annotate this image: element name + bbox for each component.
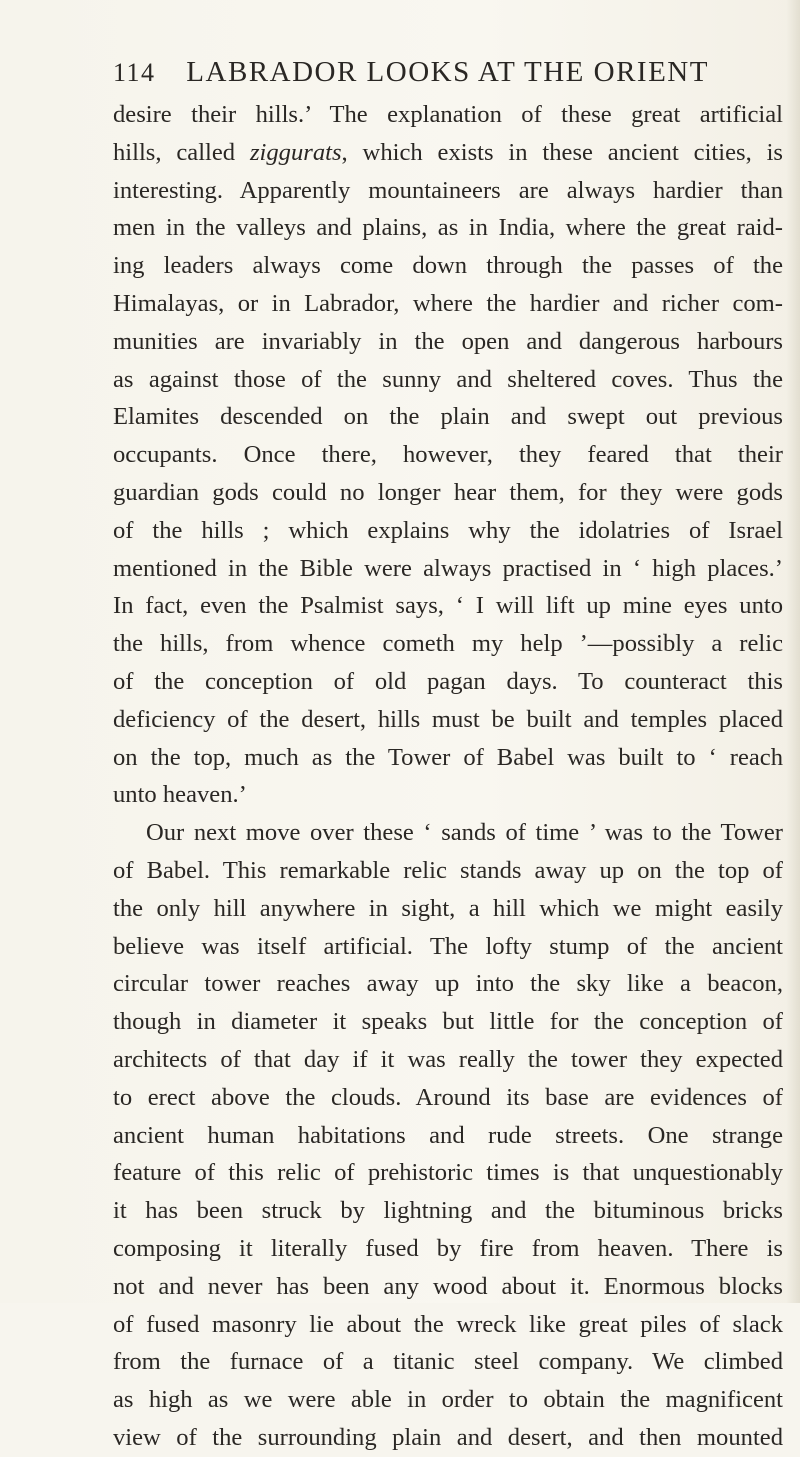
- text-run: desire their hills.’ The explanation of these great artificial: [113, 101, 783, 128]
- page-edge-shadow: [786, 0, 800, 1303]
- text-run: Himalayas, or in Labrador, where the hardier and richer com-: [113, 289, 783, 317]
- text-run: Elamites descended on the plain and swept out previous: [113, 403, 783, 431]
- text-run: munities are invariably in the open and dangerous harbours: [113, 327, 783, 355]
- paragraph: [113, 814, 783, 1457]
- text-line: [113, 814, 783, 852]
- text-run: architects of that day if it was really the tower they expected: [113, 1045, 783, 1073]
- body-text: [113, 96, 783, 1457]
- text-run: of the hills ; which explains why the idolatries of Israel: [113, 516, 783, 544]
- text-line: [113, 361, 783, 399]
- text-run: of Babel. This remarkable relic stands away up on the top of: [113, 856, 783, 884]
- text-run: not and never has been any wood about it. Enormous blocks: [113, 1272, 783, 1300]
- text-run: deficiency of the desert, hills must be built and temples placed: [113, 705, 783, 733]
- text-run: In fact, even the Psalmist says, ‘ I will lift up mine eyes unto: [113, 592, 783, 620]
- text-line: [113, 1154, 783, 1192]
- text-line: [113, 398, 783, 436]
- running-title: LABRADOR LOOKS AT THE ORIENT: [186, 56, 709, 88]
- text-line: [113, 701, 783, 739]
- text-run: mentioned in the Bible were always practised in ‘ high places.’: [113, 554, 783, 582]
- text-line: [113, 436, 783, 474]
- text-run: the only hill anywhere in sight, a hill which we might easily: [113, 894, 783, 922]
- text-line: [113, 1381, 783, 1419]
- text-line: [113, 96, 783, 134]
- text-line: [113, 1079, 783, 1117]
- text-line: [113, 512, 783, 550]
- paragraph: [113, 96, 783, 814]
- text-run: of the conception of old pagan days. To counteract this: [113, 667, 783, 695]
- text-line: [113, 1268, 783, 1306]
- text-run: it has been struck by lightning and the bituminous bricks: [113, 1197, 783, 1225]
- text-line: [113, 172, 783, 210]
- text-line: [113, 1117, 783, 1155]
- text-line: [113, 134, 783, 172]
- text-run: as against those of the sunny and sheltered coves. Thus the: [113, 365, 783, 393]
- text-run: circular tower reaches away up into the sky like a beacon,: [113, 970, 783, 998]
- text-run: hills, called: [113, 138, 250, 166]
- text-run: to erect above the clouds. Around its base are evidences of: [113, 1083, 783, 1111]
- text-run: guardian gods could no longer hear them, for they were gods: [113, 478, 783, 506]
- text-line: [113, 1419, 783, 1457]
- text-line: [113, 209, 783, 247]
- italic-term: ziggurats: [249, 138, 342, 166]
- page-number: 114: [113, 58, 156, 87]
- text-run: of fused masonry lie about the wreck like great piles of slack: [113, 1310, 783, 1338]
- text-run: view of the surrounding plain and desert, and then mounted: [113, 1423, 783, 1451]
- text-line: [113, 776, 783, 814]
- text-line: [113, 890, 783, 928]
- text-line: [113, 965, 783, 1003]
- text-line: [113, 739, 783, 777]
- text-line: [113, 474, 783, 512]
- text-run: from the furnace of a titanic steel company. We climbed: [113, 1348, 783, 1376]
- text-line: [113, 1041, 783, 1079]
- text-line: [113, 323, 783, 361]
- text-run: the hills, from whence cometh my help ’—possibly a relic: [113, 630, 783, 658]
- text-line: [113, 1230, 783, 1268]
- text-run: Our next move over these ‘ sands of time ’ was to the Tower: [146, 819, 783, 847]
- text-run: composing it literally fused by fire from heaven. There is: [113, 1234, 783, 1262]
- text-run: though in diameter it speaks but little for the conception of: [113, 1008, 783, 1036]
- text-line: [113, 663, 783, 701]
- text-run: men in the valleys and plains, as in India, where the great raid-: [113, 214, 783, 242]
- text-run: unto heaven.’: [113, 781, 247, 809]
- running-header: [113, 56, 713, 96]
- text-line: [113, 1003, 783, 1041]
- text-run: ing leaders always come down through the passes of the: [113, 252, 783, 280]
- text-line: [113, 1343, 783, 1381]
- text-line: [113, 1306, 783, 1344]
- text-line: [113, 285, 783, 323]
- text-line: [113, 550, 783, 588]
- text-line: [113, 625, 783, 663]
- text-run: occupants. Once there, however, they feared that their: [113, 441, 783, 469]
- text-run: believe was itself artificial. The lofty stump of the ancient: [113, 932, 783, 960]
- text-run: , which exists in these ancient cities, is: [341, 138, 784, 166]
- text-run: interesting. Apparently mountaineers are always hardier than: [113, 176, 783, 204]
- text-line: [113, 852, 783, 890]
- text-run: ancient human habitations and rude streets. One strange: [113, 1121, 783, 1149]
- text-line: [113, 247, 783, 285]
- text-line: [113, 928, 783, 966]
- text-line: [113, 587, 783, 625]
- text-run: as high as we were able in order to obtain the magnificent: [113, 1386, 783, 1414]
- text-line: [113, 1192, 783, 1230]
- text-run: on the top, much as the Tower of Babel was built to ‘ reach: [113, 743, 783, 771]
- text-run: feature of this relic of prehistoric times is that unquestionably: [113, 1159, 783, 1187]
